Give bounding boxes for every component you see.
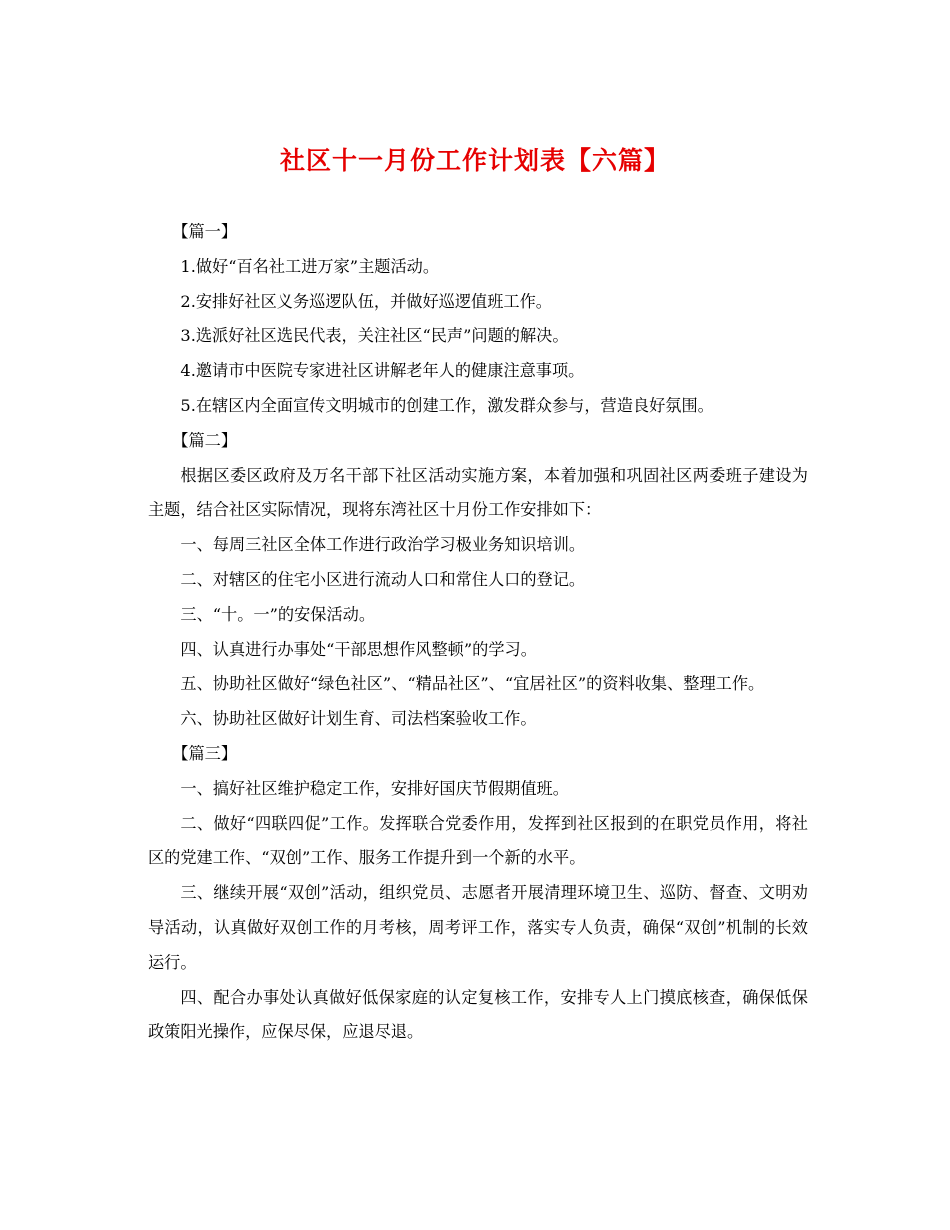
section-heading-1: 【篇一】 <box>172 222 238 241</box>
paragraph: 二、做好“四联四促”工作。发挥联合党委作用，发挥到社区报到的在职党员作用，将社区的党建工作、“双创”工作、服务工作提升到一个新的水平。 <box>148 813 808 868</box>
paragraph: 2.安排好社区义务巡逻队伍，并做好巡逻值班工作。 <box>180 291 552 311</box>
section-heading-2: 【篇二】 <box>172 430 238 450</box>
paragraph: 三、“十。一”的安保活动。 <box>180 604 376 624</box>
section-heading-3: 【篇三】 <box>172 743 238 763</box>
document-body <box>148 215 808 1050</box>
paragraph: 一、搞好社区维护稳定工作，安排好国庆节假期值班。 <box>180 778 569 798</box>
paragraph: 二、对辖区的住宅小区进行流动人口和常住人口的登记。 <box>180 569 586 589</box>
paragraph: 3.选派好社区选民代表，关注社区“民声”问题的解决。 <box>180 326 569 346</box>
paragraph: 四、配合办事处认真做好低保家庭的认定复核工作，安排专人上门摸底核查，确保低保政策阳光操作，应保尽保，应退尽退。 <box>148 987 808 1042</box>
document-title: 社区十一月份工作计划表【六篇】 <box>279 146 670 175</box>
paragraph: 根据区委区政府及万名干部下社区活动实施方案，本着加强和巩固社区两委班子建设为主题，结合社区实际情况，现将东湾社区十月份工作安排如下： <box>148 465 808 520</box>
paragraph: 五、协助社区做好“绿色社区”、“精品社区”、“宜居社区”的资料收集、整理工作。 <box>180 674 765 694</box>
paragraph: 六、协助社区做好计划生育、司法档案验收工作。 <box>180 709 537 729</box>
paragraph: 三、继续开展“双创”活动，组织党员、志愿者开展清理环境卫生、巡防、督查、文明劝导活动，认真做好双创工作的月考核，周考评工作，落实专人负责，确保“双创”机制的长效运行。 <box>148 883 808 972</box>
paragraph: 四、认真进行办事处“干部思想作风整顿”的学习。 <box>180 639 537 659</box>
paragraph: 1.做好“百名社工进万家”主题活动。 <box>180 256 440 276</box>
paragraph: 5.在辖区内全面宣传文明城市的创建工作，激发群众参与，营造良好氛围。 <box>180 395 714 415</box>
paragraph: 一、每周三社区全体工作进行政治学习极业务知识培训。 <box>180 535 586 555</box>
paragraph: 4.邀请市中医院专家进社区讲解老年人的健康注意事项。 <box>180 361 585 381</box>
